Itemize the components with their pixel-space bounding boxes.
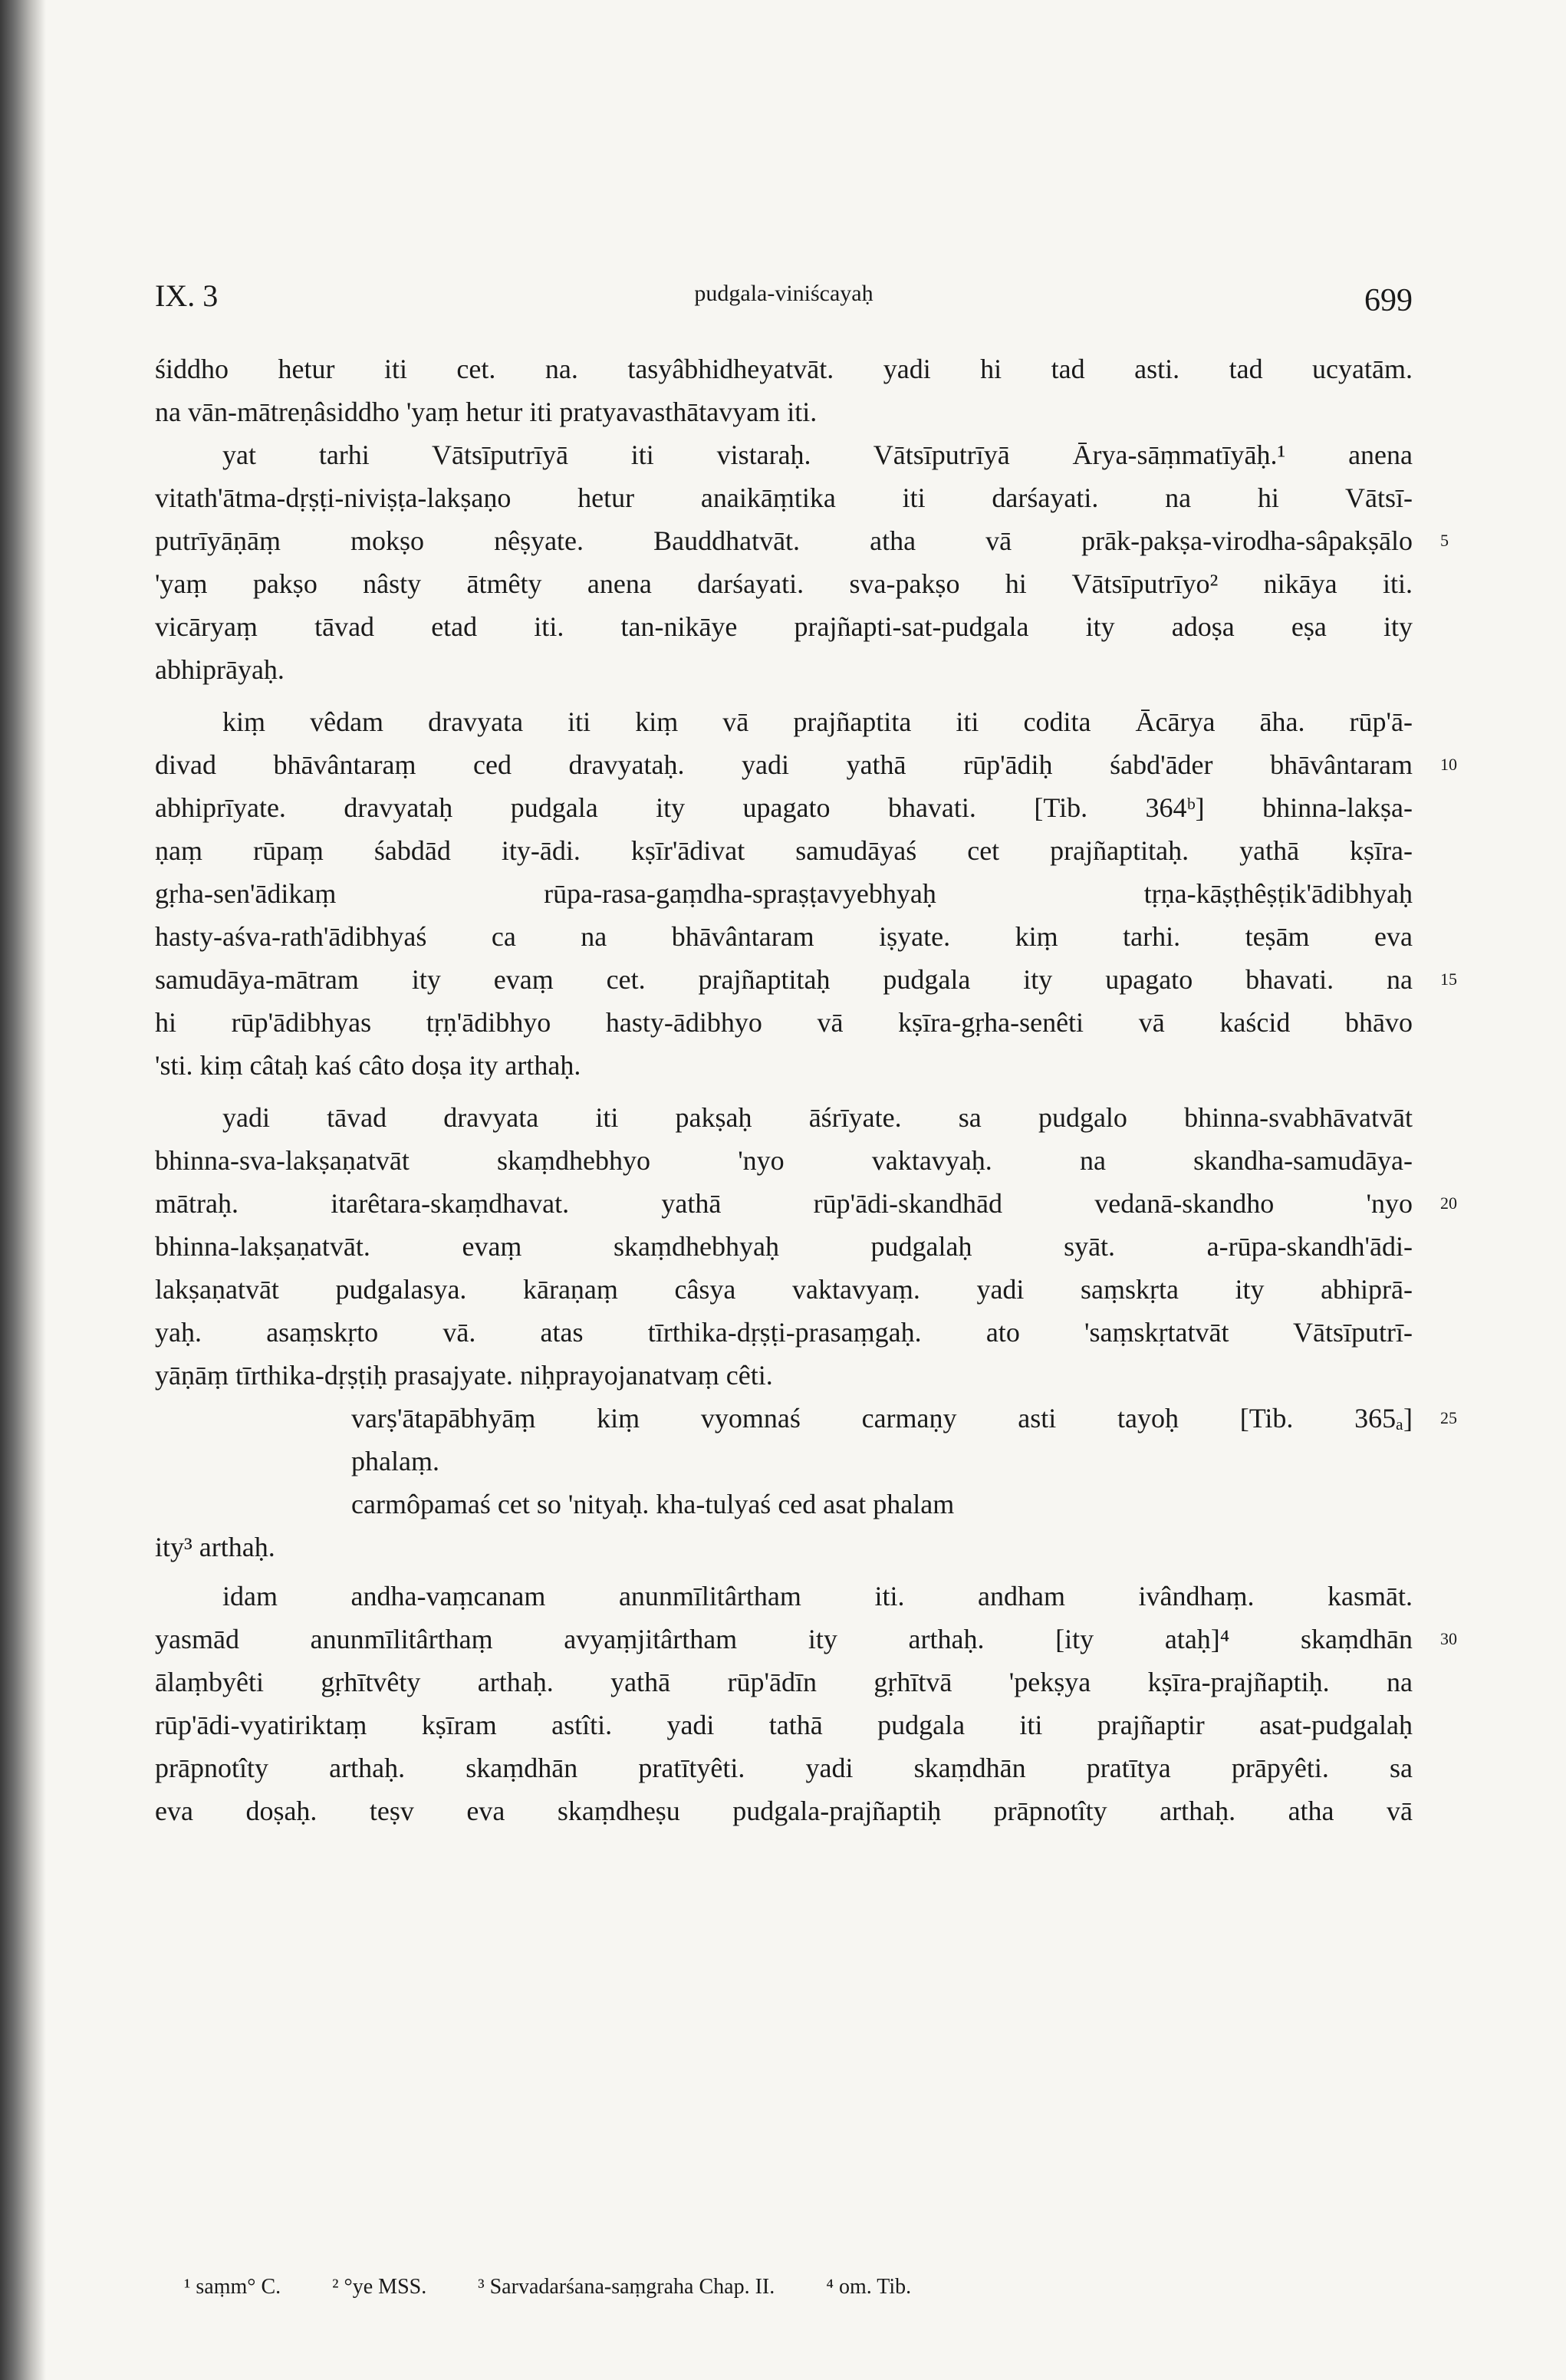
text-line: ṇaṃ rūpaṃ śabdād ity-ādi. kṣīr'ādivat samudāyaś cet prajñaptitaḥ. yathā kṣīra- bbox=[155, 835, 1413, 866]
text-line: abhiprīyate. dravyataḥ pudgala ity upagato bhavati. [Tib. 364ᵇ] bhinna-lakṣa- bbox=[155, 792, 1413, 823]
text-line: śiddho hetur iti cet. na. tasyâbhidheyatvāt. yadi hi tad asti. tad ucyatām. bbox=[155, 354, 1413, 384]
text-line: na vān-mātreṇâsiddho 'yaṃ hetur iti pratyavasthātavyam iti. bbox=[155, 397, 818, 427]
text-line: hasty-aśva-rath'ādibhyaś ca na bhāvântaram iṣyate. kiṃ tarhi. teṣām eva bbox=[155, 921, 1413, 952]
line-number: 20 bbox=[1440, 1193, 1457, 1213]
text-line: eva doṣaḥ. teṣv eva skaṃdheṣu pudgala-prajñaptiḥ prāpnotîty arthaḥ. atha vā bbox=[155, 1796, 1413, 1826]
text-line: mātraḥ. itarêtara-skaṃdhavat. yathā rūp'ādi-skandhād vedanā-skandho 'nyo bbox=[155, 1188, 1413, 1219]
text-line: idam andha-vaṃcanam anunmīlitârtham iti. andham ivândhaṃ. kasmāt. bbox=[222, 1581, 1413, 1611]
book-spine-shadow bbox=[0, 0, 46, 2380]
text-line: samudāya-mātram ity evaṃ cet. prajñaptitaḥ pudgala ity upagato bhavati. na bbox=[155, 964, 1413, 995]
text-line: vitath'ātma-dṛṣṭi-niviṣṭa-lakṣaṇo hetur anaikāṃtika iti darśayati. na hi Vātsī- bbox=[155, 482, 1413, 513]
text-line: prāpnotîty arthaḥ. skaṃdhān pratītyêti. yadi skaṃdhān pratītya prāpyêti. sa bbox=[155, 1753, 1413, 1783]
text-line: yat tarhi Vātsīputrīyā iti vistaraḥ. Vātsīputrīyā Ārya-sāṃmatīyāḥ.¹ anena bbox=[222, 439, 1413, 470]
text-line: hi rūp'ādibhyas tṛṇ'ādibhyo hasty-ādibhyo vā kṣīra-gṛha-senêti vā kaścid bhāvo bbox=[155, 1007, 1413, 1038]
text-line: divad bhāvântaraṃ ced dravyataḥ. yadi yathā rūp'ādiḥ śabd'āder bhāvântaram bbox=[155, 749, 1413, 780]
verse-line: carmôpamaś cet so 'nityaḥ. kha-tulyaś ced asat phalam bbox=[351, 1489, 955, 1519]
line-number: 10 bbox=[1440, 755, 1457, 774]
running-title: pudgala-viniścayaḥ bbox=[694, 281, 873, 306]
text-line: bhinna-sva-lakṣaṇatvāt skaṃdhebhyo 'nyo vaktavyaḥ. na skandha-samudāya- bbox=[155, 1145, 1413, 1176]
line-number: 5 bbox=[1440, 531, 1449, 550]
verse-line: phalaṃ. bbox=[351, 1446, 439, 1476]
text-line: abhiprāyaḥ. bbox=[155, 654, 285, 685]
running-header bbox=[155, 268, 1413, 330]
text-line: putrīyāṇāṃ mokṣo nêṣyate. Bauddhatvāt. atha vā prāk-pakṣa-virodha-sâpakṣālo bbox=[155, 525, 1413, 556]
text-line: gṛha-sen'ādikaṃ rūpa-rasa-gaṃdha-spraṣṭavyebhyaḥ tṛṇa-kāṣṭhêṣṭik'ādibhyaḥ bbox=[155, 878, 1413, 909]
footnote: ¹ saṃm° C. bbox=[184, 2275, 281, 2299]
line-number: 25 bbox=[1440, 1408, 1457, 1427]
text-line: vicāryaṃ tāvad etad iti. tan-nikāye prajñapti-sat-pudgala ity adoṣa eṣa ity bbox=[155, 611, 1413, 642]
line-number: 30 bbox=[1440, 1629, 1457, 1648]
footnote: ³ Sarvadarśana-saṃgraha Chap. II. bbox=[478, 2275, 775, 2299]
footnote: ⁴ om. Tib. bbox=[826, 2275, 912, 2299]
text-line: lakṣaṇatvāt pudgalasya. kāraṇaṃ câsya vaktavyaṃ. yadi saṃskṛta ity abhiprā- bbox=[155, 1274, 1413, 1305]
text-line: yaḥ. asaṃskṛto vā. atas tīrthika-dṛṣṭi-prasaṃgaḥ. ato 'saṃskṛtatvāt Vātsīputrī- bbox=[155, 1317, 1413, 1348]
text-line: yāṇāṃ tīrthika-dṛṣṭiḥ prasajyate. niḥprayojanatvaṃ cêti. bbox=[155, 1360, 773, 1391]
page-number: 699 bbox=[1364, 283, 1413, 318]
section-number: IX. 3 bbox=[155, 278, 219, 313]
text-line: ity³ arthaḥ. bbox=[155, 1532, 275, 1562]
line-number: 15 bbox=[1440, 969, 1457, 989]
text-line: bhinna-lakṣaṇatvāt. evaṃ skaṃdhebhyaḥ pudgalaḥ syāt. a-rūpa-skandh'ādi- bbox=[155, 1231, 1413, 1262]
text-line: rūp'ādi-vyatiriktaṃ kṣīram astîti. yadi tathā pudgala iti prajñaptir asat-pudgalaḥ bbox=[155, 1710, 1413, 1740]
footnotes bbox=[184, 2270, 1258, 2304]
text-line: yadi tāvad dravyata iti pakṣaḥ āśrīyate. sa pudgalo bhinna-svabhāvatvāt bbox=[222, 1102, 1413, 1133]
verse-line: varṣ'ātapābhyāṃ kiṃ vyomnaś carmaṇy asti tayoḥ [Tib. 365ₐ] bbox=[351, 1403, 1413, 1434]
text-line: kiṃ vêdam dravyata iti kiṃ vā prajñaptita iti codita Ācārya āha. rūp'ā- bbox=[222, 706, 1413, 737]
text-line: 'sti. kiṃ câtaḥ kaś câto doṣa ity arthaḥ. bbox=[155, 1050, 581, 1081]
text-line: yasmād anunmīlitârthaṃ avyaṃjitârtham ity arthaḥ. [ity ataḥ]⁴ skaṃdhān bbox=[155, 1624, 1413, 1654]
footnote: ² °ye MSS. bbox=[332, 2275, 427, 2299]
text-line: ālaṃbyêti gṛhītvêty arthaḥ. yathā rūp'ādīn gṛhītvā 'pekṣya kṣīra-prajñaptiḥ. na bbox=[155, 1667, 1413, 1697]
text-line: 'yaṃ pakṣo nâsty ātmêty anena darśayati. sva-pakṣo hi Vātsīputrīyo² nikāya iti. bbox=[155, 568, 1413, 599]
